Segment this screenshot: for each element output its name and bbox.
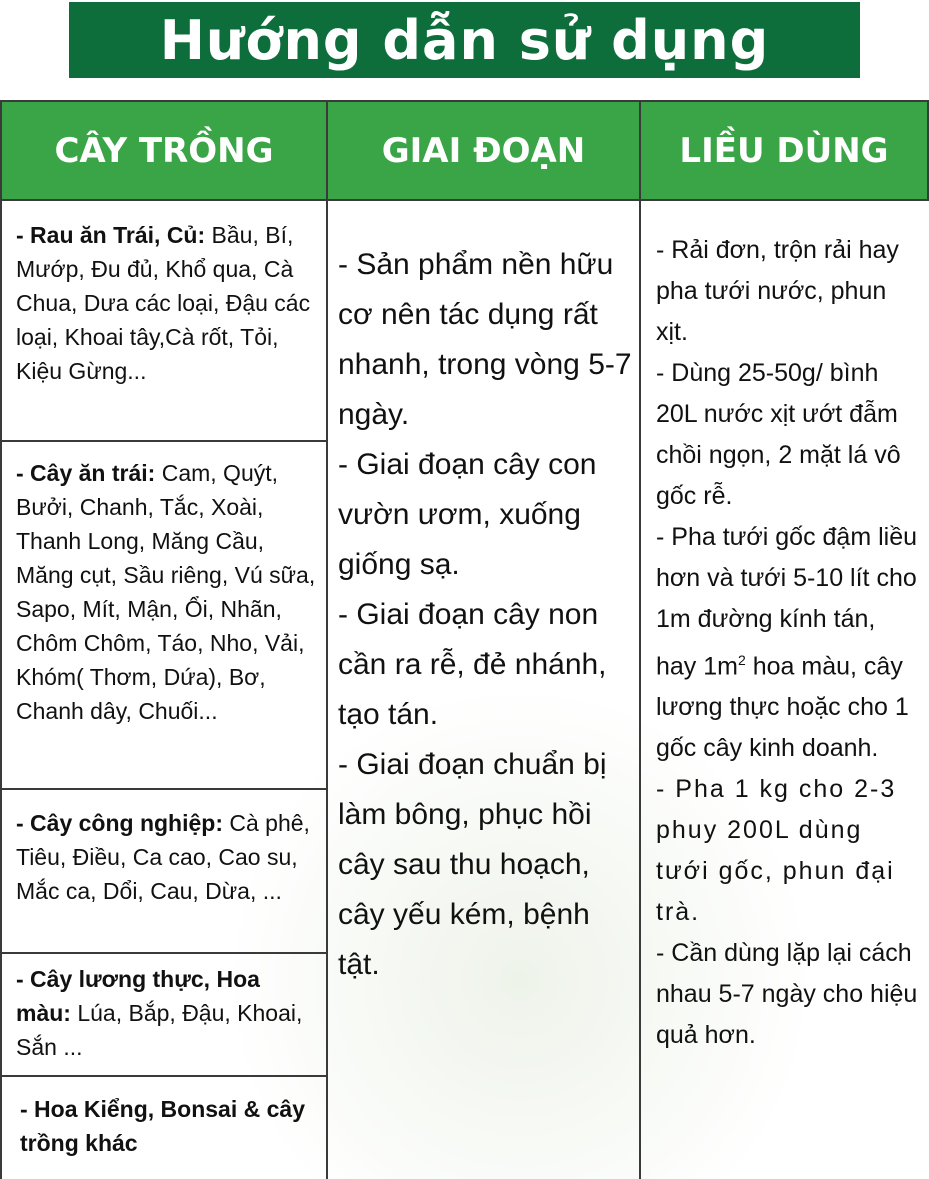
header-stage: GIAI ĐOẠN xyxy=(326,100,641,201)
stage-item: - Giai đoạn cây con vườn ươm, xuống giống sạ. xyxy=(338,448,597,581)
crop-cell-food-crops xyxy=(16,962,316,1064)
crop-label: - Cây công nghiệp: xyxy=(16,810,223,836)
header-dose: LIỀU DÙNG xyxy=(639,100,929,201)
crop-label: - Cây lương thực, Hoa màu: xyxy=(16,966,260,1026)
crop-cell-industrial xyxy=(16,806,316,908)
header-crop: CÂY TRỒNG xyxy=(0,100,328,201)
crop-cell-fruit-trees xyxy=(16,456,316,728)
stage-column xyxy=(338,240,634,990)
dose-item: - Rải đơn, trộn rải hay pha tưới nước, phun xịt. xyxy=(656,236,899,346)
crop-text: Lúa, Bắp, Đậu, Khoai, Sắn ... xyxy=(16,1000,303,1060)
dose-item xyxy=(656,517,918,769)
row-divider-3 xyxy=(0,952,327,954)
row-divider-2 xyxy=(0,788,327,790)
table-border-left xyxy=(0,201,2,1179)
crop-cell-vegetables xyxy=(16,218,316,388)
stage-item: - Giai đoạn chuẩn bị làm bông, phục hồi cây sau thu hoạch, cây yếu kém, bệnh tật. xyxy=(338,748,607,981)
column-divider-1 xyxy=(326,201,328,1179)
column-divider-2 xyxy=(639,201,641,1179)
crop-text: Cà phê, Tiêu, Điều, Ca cao, Cao su, Mắc ca, Dổi, Cau, Dừa, ... xyxy=(16,810,310,904)
row-divider-4 xyxy=(0,1075,327,1077)
usage-table xyxy=(0,100,929,1179)
dose-column xyxy=(656,230,918,1056)
page-title: Hướng dẫn sử dụng xyxy=(159,8,770,72)
crop-label: - Hoa Kiểng, Bonsai & cây trồng khác xyxy=(20,1096,306,1156)
dose-text: hoa màu, cây lương thực hoặc cho 1 gốc cây kinh doanh. xyxy=(656,652,909,763)
crop-text: Bầu, Bí, Mướp, Đu đủ, Khổ qua, Cà Chua, Dưa các loại, Đậu các loại, Khoai tây,Cà rốt, Tỏi, Kiệu Gừng... xyxy=(16,222,311,384)
crop-label: - Rau ăn Trái, Củ: xyxy=(16,222,206,248)
dose-item: - Pha 1 kg cho 2-3 phuy 200L dùng tưới gốc, phun đại trà. xyxy=(656,775,897,927)
stage-item: - Sản phẩm nền hữu cơ nên tác dụng rất nhanh, trong vòng 5-7 ngày. xyxy=(338,248,632,431)
row-divider-1 xyxy=(0,440,327,442)
superscript: 2 xyxy=(737,652,746,668)
dose-text: - Pha tưới gốc đậm liều hơn và tưới 5-10 lít cho 1m đường kính tán, hay 1m xyxy=(656,523,918,681)
dose-item: - Cần dùng lặp lại cách nhau 5-7 ngày cho hiệu quả hơn. xyxy=(656,939,918,1050)
title-banner xyxy=(69,2,860,78)
dose-item: - Dùng 25-50g/ bình 20L nước xịt ướt đẫm chồi ngọn, 2 mặt lá vô gốc rễ. xyxy=(656,359,901,510)
crop-label: - Cây ăn trái: xyxy=(16,460,156,486)
crop-text: Cam, Quýt, Bưởi, Chanh, Tắc, Xoài, Thanh Long, Măng Cầu, Măng cụt, Sầu riêng, Vú sữa, Sapo, Mít, Mận, Ổi, Nhãn, Chôm Chôm, Táo, Nho, Vải, Khóm( Thơm, Dứa), Bơ, Chanh dây, Chuối... xyxy=(16,460,316,724)
crop-cell-ornamental xyxy=(20,1092,320,1160)
stage-item: - Giai đoạn cây non cần ra rễ, đẻ nhánh, tạo tán. xyxy=(338,598,607,731)
